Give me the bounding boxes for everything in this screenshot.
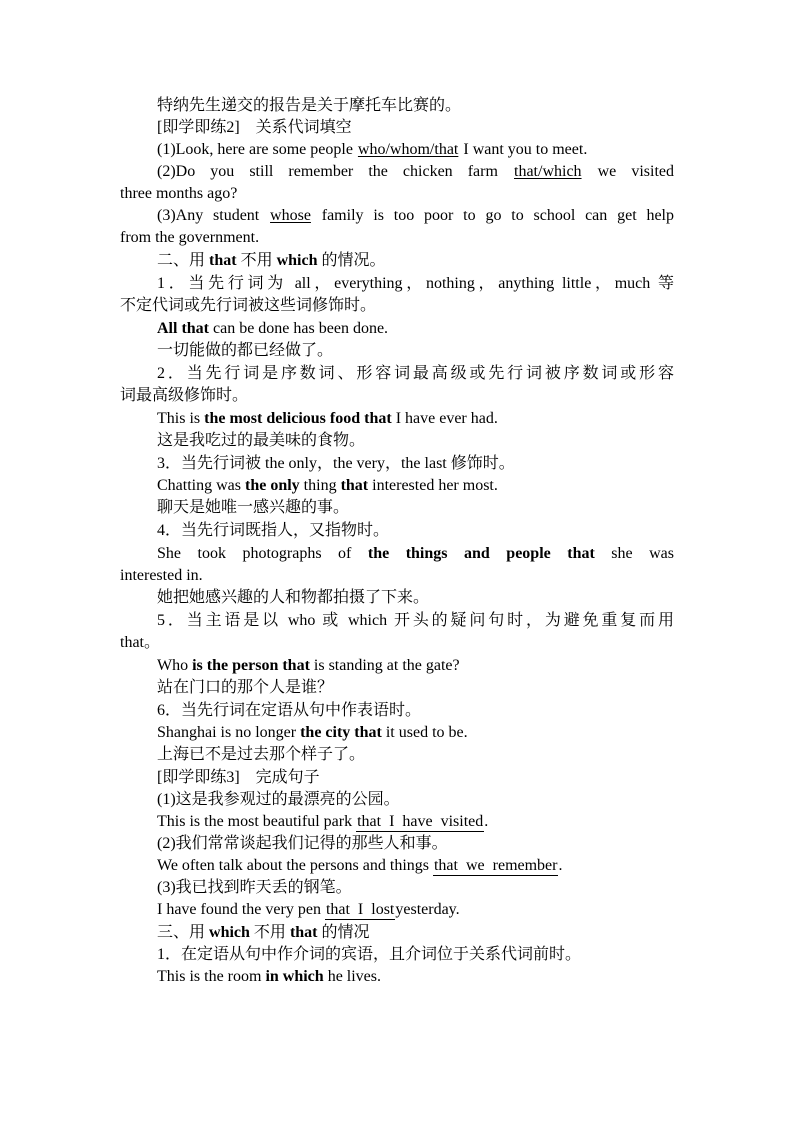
exercise-heading xyxy=(120,767,674,789)
rule-item xyxy=(120,363,674,385)
line-text: [即学即练2] 关系代词填空 xyxy=(157,119,352,136)
line-text: 1．在定语从句中作介词的宾语，且介词位于关系代词前时。 xyxy=(157,946,582,963)
line-text: Shanghai is no longer xyxy=(157,724,301,741)
text-line xyxy=(120,295,674,317)
line-text: . xyxy=(558,857,563,874)
line-text: can be done has been done. xyxy=(209,320,389,337)
text-line xyxy=(120,565,674,587)
line-text: 2．当先行词是序数词、形容词最高级或先行词被序数词或形容 xyxy=(157,365,674,382)
example-translation xyxy=(120,340,674,362)
line-text: 3．当先行词被 the only，the very，the last 修饰时。 xyxy=(157,455,515,472)
exercise-item xyxy=(120,877,674,899)
exercise-item xyxy=(120,833,674,855)
line-text: thing xyxy=(299,477,341,494)
line-text: is standing at the gate? xyxy=(309,657,460,674)
line-text: 1．当先行词为 all，everything，nothing，anything little，much 等 xyxy=(157,275,674,292)
keyword: the only xyxy=(245,477,300,494)
line-text: 5．当主语是以 who 或 which 开头的疑问句时，为避免重复而用 xyxy=(157,612,674,629)
example-translation xyxy=(120,587,674,609)
line-text: he lives. xyxy=(323,968,382,985)
line-text: interested in. xyxy=(120,567,203,584)
line-text: I want you to meet. xyxy=(459,141,588,158)
line-text: (3)Any student xyxy=(157,207,270,224)
line-text: 二、用 xyxy=(157,252,210,269)
keyword: the city that xyxy=(300,724,382,741)
keyword: which xyxy=(209,924,250,941)
answer-underline: that/which xyxy=(514,163,582,180)
text-line xyxy=(120,227,674,249)
line-text: Who xyxy=(157,657,193,674)
line-text: 站在门口的那个人是谁？ xyxy=(157,679,334,696)
section-heading xyxy=(120,250,674,272)
keyword: in which xyxy=(265,968,324,985)
example-translation xyxy=(120,677,674,699)
line-text: We often talk about the persons and things xyxy=(157,857,433,874)
example-sentence xyxy=(120,408,674,430)
line-text: (3)我已找到昨天丢的钢笔。 xyxy=(157,879,352,896)
line-text: it used to be. xyxy=(381,724,468,741)
line-text: we visited xyxy=(582,163,674,180)
document-body xyxy=(120,95,674,988)
line-text: She took photographs of xyxy=(157,545,368,562)
answer-underline: that I have visited xyxy=(357,813,484,830)
example-sentence xyxy=(120,722,674,744)
line-text: 这是我吃过的最美味的食物。 xyxy=(157,432,366,449)
line-text: This is the most beautiful park xyxy=(157,813,357,830)
exercise-item xyxy=(120,161,674,183)
answer-underline: who/whom/that xyxy=(357,141,459,158)
example-sentence xyxy=(120,655,674,677)
line-text: 不定代词或先行词被这些词修饰时。 xyxy=(120,297,377,314)
line-text: . xyxy=(484,813,489,830)
line-text: 不用 xyxy=(236,252,277,269)
exercise-heading xyxy=(120,117,674,139)
line-text: 三、用 xyxy=(157,924,210,941)
rule-item xyxy=(120,273,674,295)
section-heading xyxy=(120,922,674,944)
example-sentence xyxy=(120,475,674,497)
rule-item xyxy=(120,610,674,632)
example-translation xyxy=(120,744,674,766)
line-text: 她把她感兴趣的人和物都拍摄了下来。 xyxy=(157,589,430,606)
line-text: 聊天是她唯一感兴趣的事。 xyxy=(157,499,350,516)
keyword: the things and people that xyxy=(367,545,595,562)
rule-item xyxy=(120,520,674,542)
text-line xyxy=(120,385,674,407)
line-text: (2)Do you still remember the chicken farm xyxy=(157,163,513,180)
line-text: 词最高级修饰时。 xyxy=(120,387,249,404)
line-text: from the government. xyxy=(120,229,260,246)
line-text: 不用 xyxy=(249,924,290,941)
line-text: I have ever had. xyxy=(391,410,498,427)
exercise-answer xyxy=(120,811,674,833)
line-text: Chatting was xyxy=(157,477,245,494)
line-text: 6．当先行词在定语从句中作表语时。 xyxy=(157,702,422,719)
line-text: three months ago? xyxy=(120,185,238,202)
exercise-item xyxy=(120,789,674,811)
line-text: 4．当先行词既指人，又指物时。 xyxy=(157,522,390,539)
rule-item xyxy=(120,700,674,722)
exercise-answer xyxy=(120,899,674,921)
line-text: she was xyxy=(594,545,674,562)
line-text: 的情况。 xyxy=(317,252,386,269)
line-text: 一切能做的都已经做了。 xyxy=(157,342,334,359)
line-text: (1)这是我参观过的最漂亮的公园。 xyxy=(157,791,400,808)
example-translation xyxy=(120,497,674,519)
keyword: that xyxy=(340,477,369,494)
keyword: that xyxy=(289,924,318,941)
line-text: 的情况 xyxy=(317,924,370,941)
line-text: 特纳先生递交的报告是关于摩托车比赛的。 xyxy=(157,97,462,114)
line-text: I have found the very pen xyxy=(157,901,325,918)
example-sentence xyxy=(120,966,674,988)
line-text: interested her most. xyxy=(368,477,498,494)
example-translation xyxy=(120,430,674,452)
text-line xyxy=(120,183,674,205)
example-sentence xyxy=(120,318,674,340)
line-text: family is too poor to go to school can get help xyxy=(311,207,674,224)
line-text: This is xyxy=(157,410,205,427)
line-text: This is the room xyxy=(157,968,266,985)
line-text: that。 xyxy=(120,634,160,651)
example-sentence xyxy=(120,543,674,565)
line-text: yesterday. xyxy=(395,901,460,918)
line-text: (2)我们常常谈起我们记得的那些人和事。 xyxy=(157,835,448,852)
answer-underline: whose xyxy=(270,207,311,224)
line-text: [即学即练3] 完成句子 xyxy=(157,769,320,786)
rule-item xyxy=(120,944,674,966)
keyword: All that xyxy=(157,320,209,337)
line-text: (1)Look, here are some people xyxy=(157,141,357,158)
answer-underline: that I lost xyxy=(325,901,395,918)
text-line xyxy=(120,632,674,654)
exercise-answer xyxy=(120,855,674,877)
text-line xyxy=(120,95,674,117)
rule-item xyxy=(120,453,674,475)
line-text: 上海已不是过去那个样子了。 xyxy=(157,746,366,763)
answer-underline: that we remember xyxy=(433,857,558,874)
keyword: is the person that xyxy=(192,657,310,674)
keyword: which xyxy=(276,252,318,269)
keyword: the most delicious food that xyxy=(204,410,392,427)
exercise-item xyxy=(120,139,674,161)
exercise-item xyxy=(120,205,674,227)
keyword: that xyxy=(209,252,237,269)
